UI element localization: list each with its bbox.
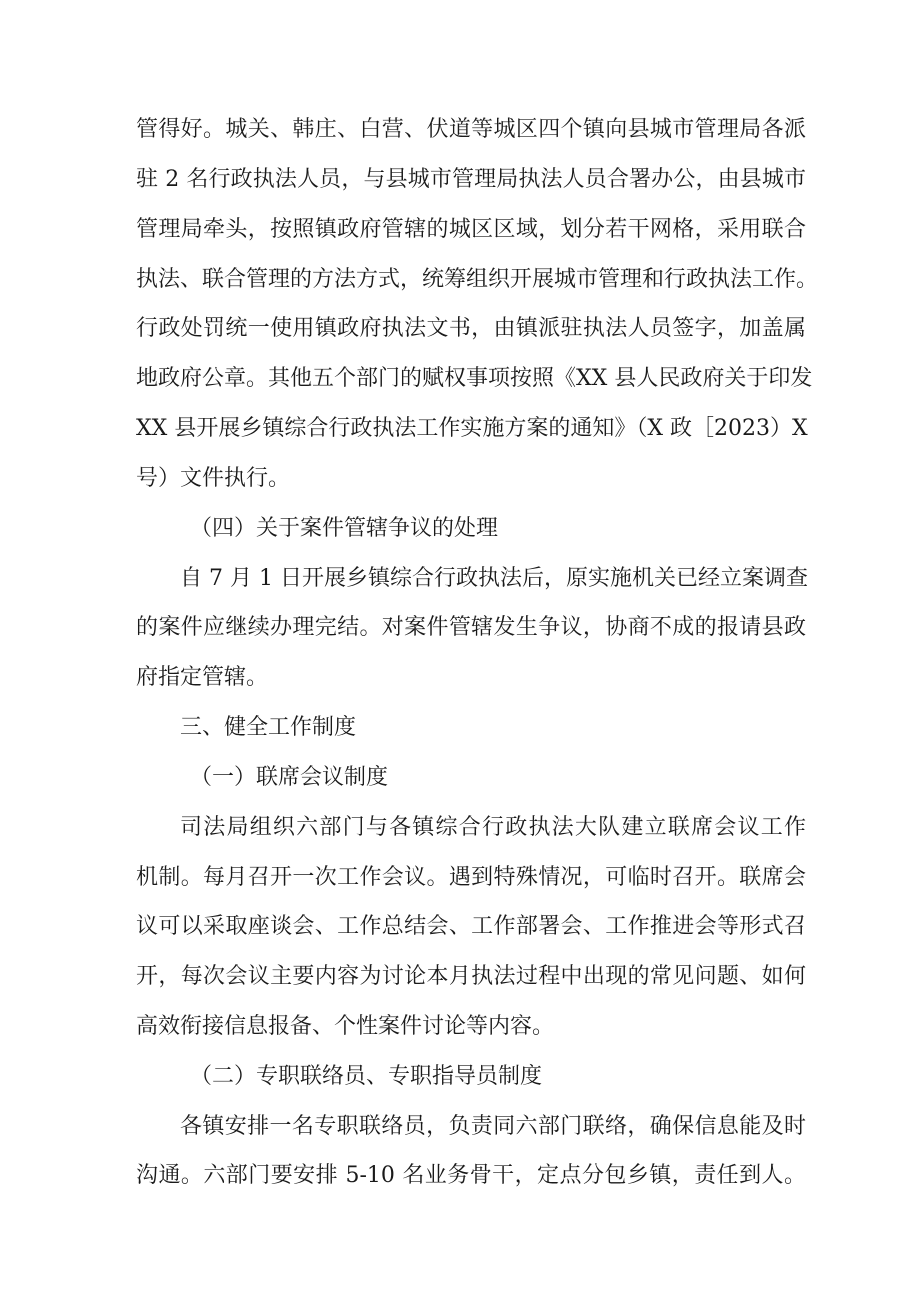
body-text-line: 府指定管辖。 <box>136 665 269 690</box>
body-text-line: 司法局组织六部门与各镇综合行政执法大队建立联席会议工作 <box>180 815 806 840</box>
body-text-line: XX 县开展乡镇综合行政执法工作实施方案的通知》（X 政［2023）X <box>136 416 808 441</box>
body-text-line: 沟通。六部门要安排 5-10 名业务骨干，定点分包乡镇，责任到人。 <box>136 1163 806 1188</box>
body-text-line: 机制。每月召开一次工作会议。遇到特殊情况，可临时召开。联席会 <box>136 865 806 890</box>
body-text-line: 高效衔接信息报备、个性案件讨论等内容。 <box>136 1014 555 1039</box>
body-text-line: 管得好。城关、韩庄、白营、伏道等城区四个镇向县城市管理局各派 <box>136 117 806 142</box>
chapter-heading-3: 三、健全工作制度 <box>180 715 357 740</box>
section-heading-2: （二）专职联络员、专职指导员制度 <box>190 1064 543 1089</box>
body-text-line: 行政处罚统一使用镇政府执法文书，由镇派驻执法人员签字，加盖属 <box>136 316 806 341</box>
section-heading-4: （四）关于案件管辖争议的处理 <box>190 516 499 541</box>
body-text-line: 驻 2 名行政执法人员，与县城市管理局执法人员合署办公，由县城市 <box>136 167 806 192</box>
body-text-line: 议可以采取座谈会、工作总结会、工作部署会、工作推进会等形式召 <box>136 914 806 939</box>
body-text-line: 管理局牵头，按照镇政府管辖的城区区域，划分若干网格，采用联合 <box>136 217 806 242</box>
body-text-line: 开，每次会议主要内容为讨论本月执法过程中出现的常见问题、如何 <box>136 964 806 989</box>
section-heading-1: （一）联席会议制度 <box>190 765 389 790</box>
body-text-line: 地政府公章。其他五个部门的赋权事项按照《XX 县人民政府关于印发 <box>136 366 813 391</box>
body-text-line: 各镇安排一名专职联络员，负责同六部门联络，确保信息能及时 <box>180 1114 806 1139</box>
body-text-line: 自 7 月 1 日开展乡镇综合行政执法后，原实施机关已经立案调查 <box>180 566 808 591</box>
body-text-line: 执法、联合管理的方法方式，统筹组织开展城市管理和行政执法工作。 <box>136 267 819 292</box>
body-text-line: 号）文件执行。 <box>136 466 291 491</box>
body-text-line: 的案件应继续办理完结。对案件管辖发生争议，协商不成的报请县政 <box>136 615 806 640</box>
